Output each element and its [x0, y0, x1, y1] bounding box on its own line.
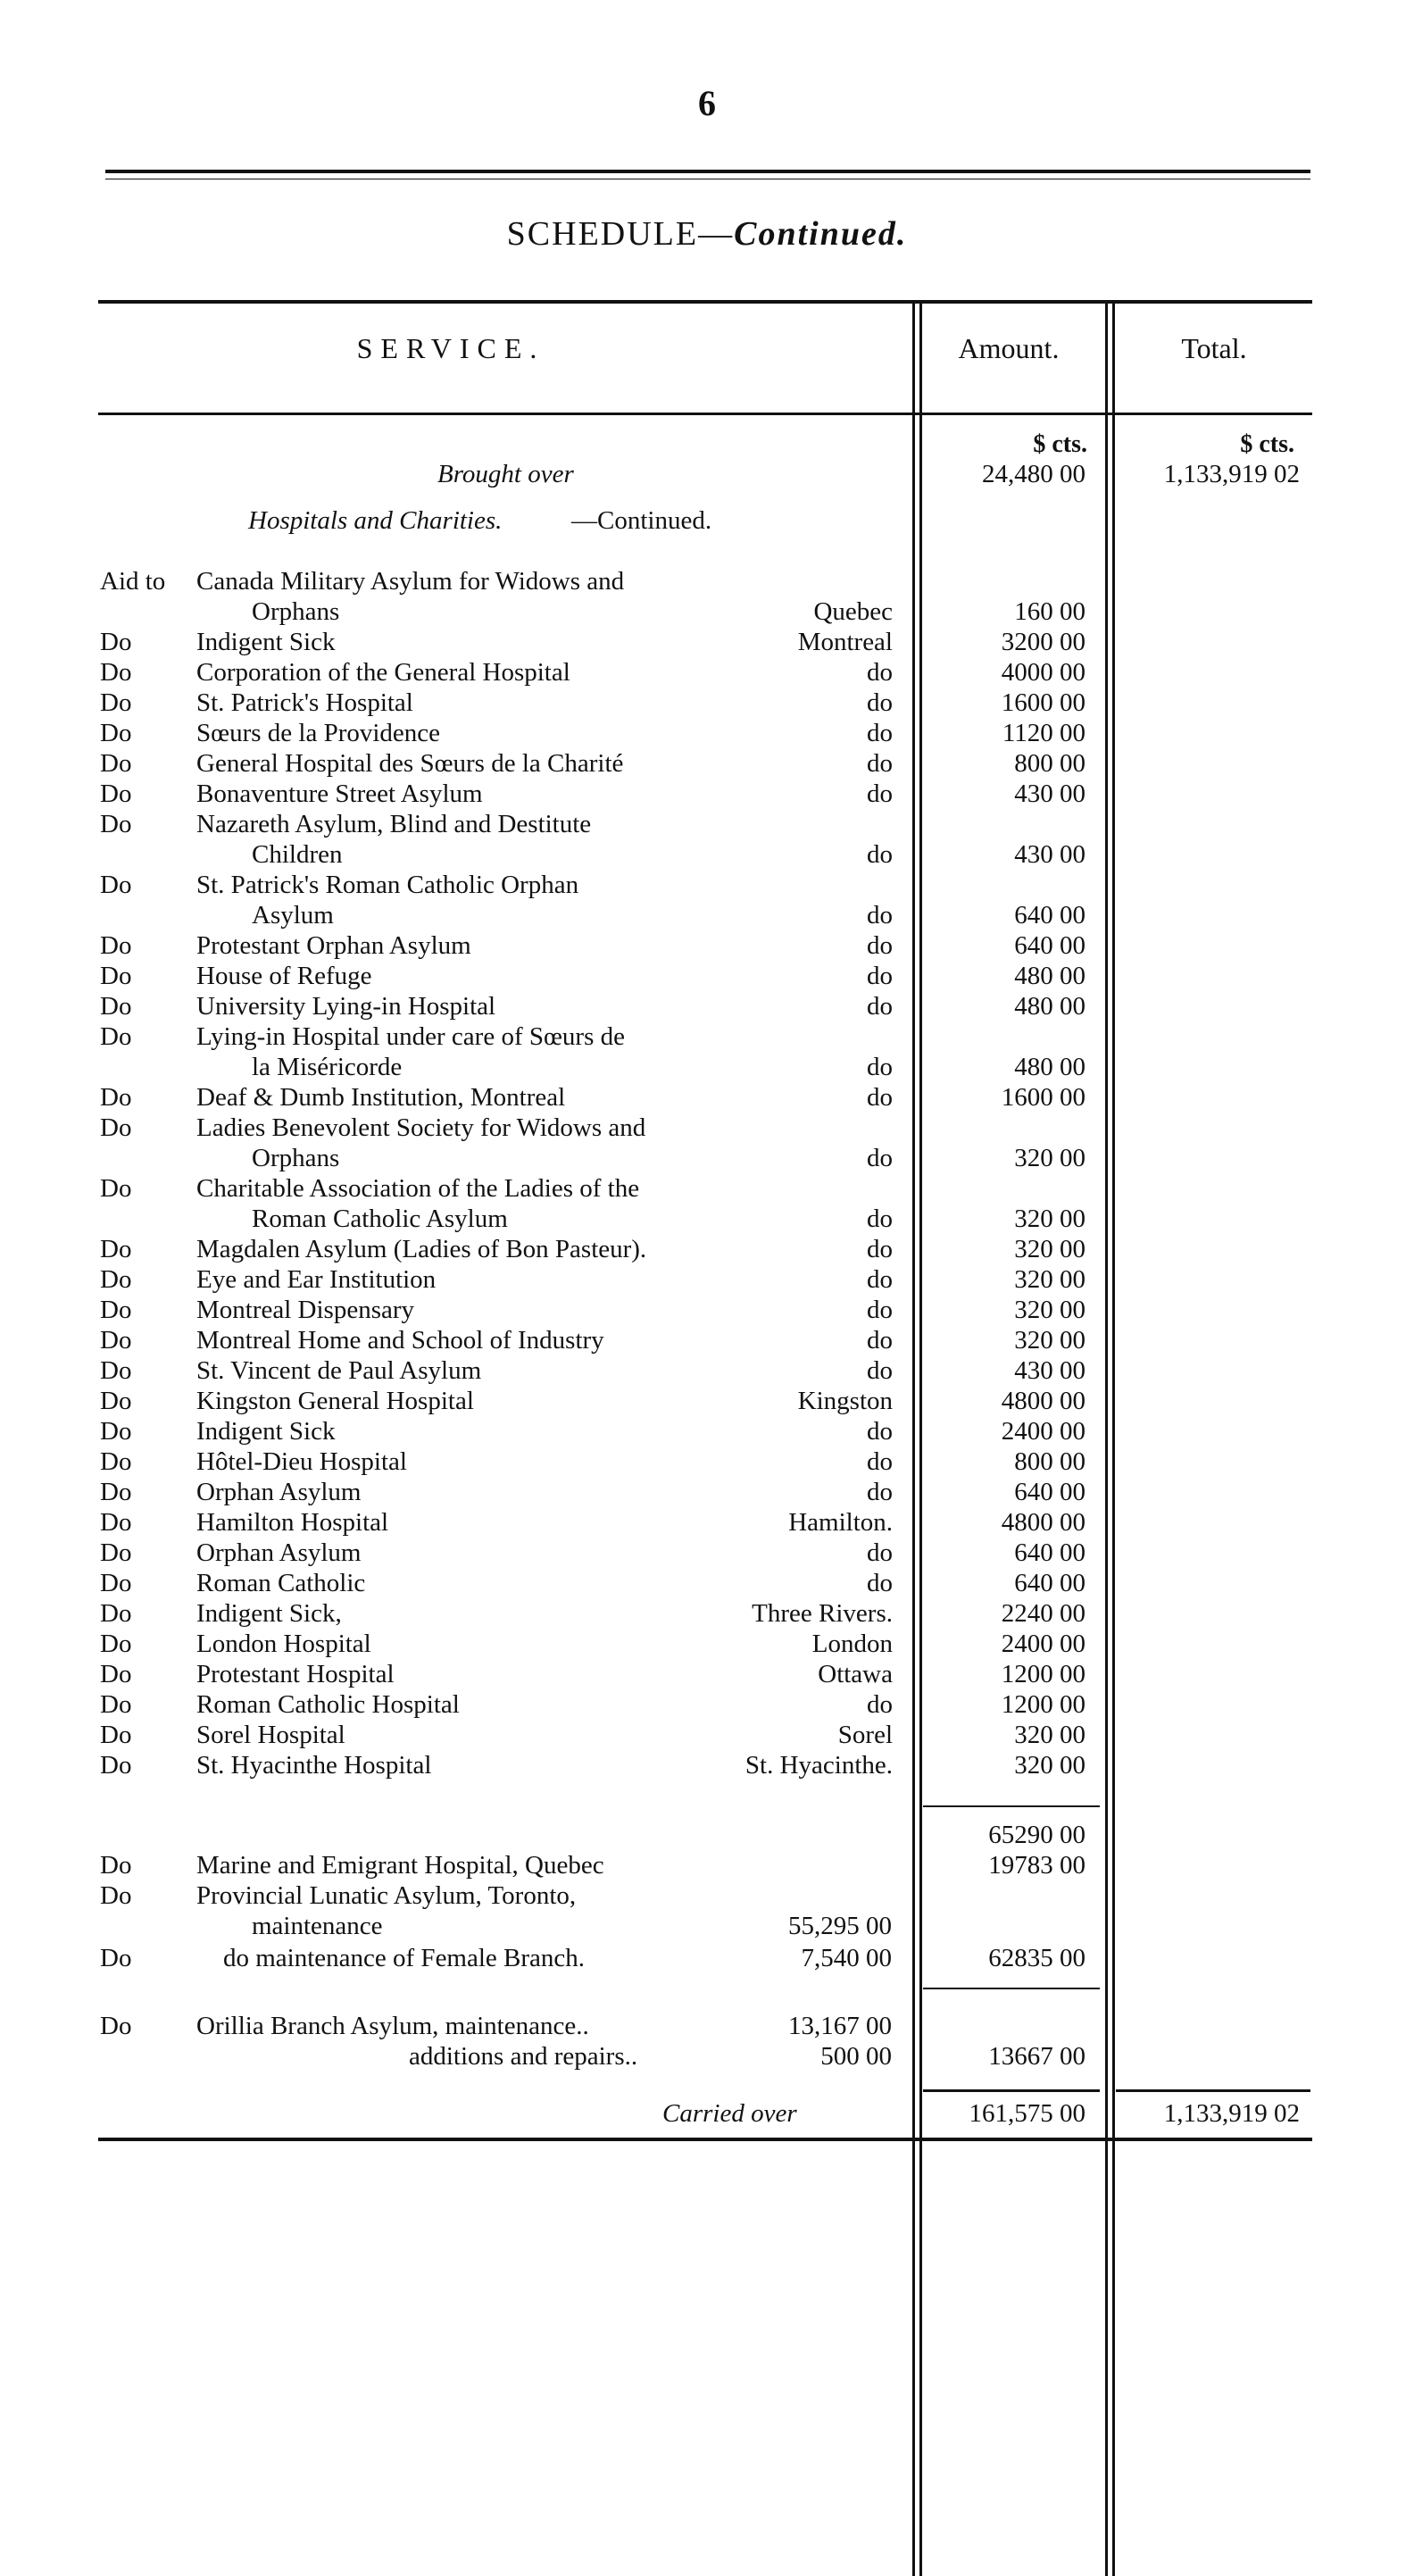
do-label: Do	[100, 779, 132, 808]
service-name: Orphan Asylum	[196, 1478, 362, 1506]
do-label: Do	[100, 1326, 132, 1355]
service-name: Corporation of the General Hospital	[196, 658, 570, 687]
page-title	[0, 214, 1414, 254]
amount: 800 00	[1014, 749, 1085, 778]
service-name: Protestant Hospital	[196, 1660, 395, 1688]
place: do	[867, 749, 893, 778]
do-label: Do	[100, 1569, 132, 1597]
do-label: Do	[100, 1478, 132, 1506]
do-label: Do	[100, 1508, 132, 1537]
marine-row	[0, 1850, 1414, 1880]
service-name: House of Refuge	[196, 962, 372, 990]
place: do	[867, 1053, 893, 1081]
do-label: Do	[100, 992, 132, 1021]
orillia-do: Do	[100, 2012, 132, 2040]
do-label: Do	[100, 1113, 132, 1142]
orillia-inner-1: 13,167 00	[788, 2012, 892, 2040]
section-heading-rest: —Continued.	[571, 506, 712, 535]
service-name: Hôtel-Dieu Hospital	[196, 1447, 407, 1476]
schedule-row	[0, 991, 1414, 1021]
schedule-row	[0, 1355, 1414, 1386]
do-label: Do	[100, 1599, 132, 1628]
amount: 480 00	[1014, 992, 1085, 1021]
service-name-continued: Orphans	[252, 597, 340, 626]
amount: 800 00	[1014, 1447, 1085, 1476]
do-label: Do	[100, 931, 132, 960]
schedule-row	[0, 779, 1414, 809]
place: Sorel	[837, 1721, 893, 1749]
place: do	[867, 962, 893, 990]
do-label: Aid to	[100, 567, 166, 596]
section-heading	[0, 505, 1414, 536]
place: do	[867, 688, 893, 717]
service-name: Montreal Home and School of Industry	[196, 1326, 604, 1355]
place: Three Rivers.	[752, 1599, 893, 1628]
amount: 1120 00	[1002, 719, 1085, 747]
schedule-row	[0, 1598, 1414, 1629]
amount: 430 00	[1014, 1356, 1085, 1385]
do-label: Do	[100, 1721, 132, 1749]
service-name: Ladies Benevolent Society for Widows and	[196, 1113, 646, 1142]
schedule-row-continued	[0, 1143, 1414, 1173]
orillia-additions: additions and repairs..	[409, 2042, 638, 2071]
amount: 320 00	[1014, 1751, 1085, 1780]
do-label: Do	[100, 1174, 132, 1203]
amount: 430 00	[1014, 779, 1085, 808]
do-label: Do	[100, 1296, 132, 1324]
schedule-row	[0, 1659, 1414, 1689]
schedule-row	[0, 1113, 1414, 1143]
lunatic-do: Do	[100, 1881, 132, 1910]
bottom-rule	[98, 2138, 1312, 2141]
schedule-row	[0, 1325, 1414, 1355]
service-name: Sœurs de la Providence	[196, 719, 441, 747]
amount: 2400 00	[1001, 1417, 1085, 1446]
orillia-row-1	[0, 2011, 1414, 2041]
place: do	[867, 901, 893, 930]
schedule-row	[0, 718, 1414, 748]
marine-amount: 19783 00	[988, 1851, 1085, 1880]
schedule-row	[0, 1477, 1414, 1507]
schedule-row	[0, 1416, 1414, 1446]
service-name: Protestant Orphan Asylum	[196, 931, 471, 960]
schedule-row	[0, 1234, 1414, 1264]
amount: 430 00	[1014, 840, 1085, 869]
amount: 1200 00	[1001, 1690, 1085, 1719]
place: do	[867, 1538, 893, 1567]
service-name: Canada Military Asylum for Widows and	[196, 567, 625, 596]
carried-over-amount: 161,575 00	[969, 2099, 1085, 2128]
orillia-inner-2: 500 00	[820, 2042, 892, 2071]
orillia-service: Orillia Branch Asylum, maintenance..	[196, 2012, 589, 2040]
service-name: Magdalen Asylum (Ladies of Bon Pasteur).	[196, 1235, 647, 1263]
orillia-amount: 13667 00	[988, 2042, 1085, 2071]
header-bottom-rule	[98, 413, 1312, 415]
service-name: Montreal Dispensary	[196, 1296, 415, 1324]
section-heading-italic: Hospitals and Charities.	[248, 506, 503, 535]
schedule-row	[0, 870, 1414, 900]
place: do	[867, 1478, 893, 1506]
schedule-row	[0, 657, 1414, 688]
do-label: Do	[100, 1387, 132, 1415]
service-name: Indigent Sick	[196, 1417, 336, 1446]
schedule-row	[0, 1021, 1414, 1052]
lunatic-inner-2: 7,540 00	[801, 1944, 892, 1972]
page-number: 6	[698, 83, 716, 123]
service-name: St. Patrick's Hospital	[196, 688, 413, 717]
place: do	[867, 1296, 893, 1324]
service-name-continued: la Miséricorde	[252, 1053, 403, 1081]
service-name: Indigent Sick	[196, 628, 336, 656]
place: St. Hyacinthe.	[744, 1751, 893, 1780]
lunatic-maintenance: maintenance	[252, 1912, 383, 1940]
amount: 640 00	[1014, 1569, 1085, 1597]
lunatic-female-branch: do maintenance of Female Branch.	[223, 1944, 586, 1972]
service-name: Orphan Asylum	[196, 1538, 362, 1567]
service-name: Lying-in Hospital under care of Sœurs de	[196, 1022, 626, 1051]
amount: 480 00	[1014, 1053, 1085, 1081]
amount: 320 00	[1014, 1144, 1085, 1172]
amount: 2400 00	[1001, 1630, 1085, 1658]
marine-service: Marine and Emigrant Hospital, Quebec	[196, 1851, 604, 1880]
amount: 160 00	[1014, 597, 1085, 626]
do-label: Do	[100, 628, 132, 656]
schedule-row	[0, 1689, 1414, 1720]
brought-over-total: 1,133,919 02	[1163, 460, 1300, 488]
brought-over-amount: 24,480 00	[982, 460, 1085, 488]
marine-do: Do	[100, 1851, 132, 1880]
schedule-row-continued	[0, 596, 1414, 627]
subtotal-row	[0, 1820, 1414, 1850]
schedule-row	[0, 1720, 1414, 1750]
brought-over-row	[0, 459, 1414, 489]
title-main: SCHEDULE—	[506, 215, 735, 253]
do-label: Do	[100, 1235, 132, 1263]
carried-over-row	[0, 2098, 1414, 2129]
amount: 1600 00	[1001, 1083, 1085, 1112]
service-name: Nazareth Asylum, Blind and Destitute	[196, 810, 592, 838]
place: do	[867, 779, 893, 808]
schedule-row	[0, 1629, 1414, 1659]
lunatic-rule	[923, 1988, 1100, 1989]
place: Quebec	[813, 597, 893, 626]
carried-over-rule-top-total	[1116, 2089, 1310, 2092]
do-label: Do	[100, 810, 132, 838]
amount: 320 00	[1014, 1326, 1085, 1355]
amount: 2240 00	[1001, 1599, 1085, 1628]
service-name: Roman Catholic Hospital	[196, 1690, 460, 1719]
place: do	[867, 1690, 893, 1719]
amount: 640 00	[1014, 1478, 1085, 1506]
service-name: St. Patrick's Roman Catholic Orphan	[196, 871, 579, 899]
lunatic-inner-1: 55,295 00	[788, 1912, 892, 1940]
place: do	[867, 1205, 893, 1233]
schedule-row-continued	[0, 1052, 1414, 1082]
do-label: Do	[100, 658, 132, 687]
brought-over-label: Brought over	[437, 460, 574, 488]
amount: 4000 00	[1001, 658, 1085, 687]
amount: 320 00	[1014, 1296, 1085, 1324]
place: do	[867, 1144, 893, 1172]
amount-units: $ cts.	[1033, 430, 1087, 458]
service-name: Deaf & Dumb Institution, Montreal	[196, 1083, 566, 1112]
place: do	[867, 1083, 893, 1112]
subtotal-rule	[923, 1805, 1100, 1807]
schedule-row	[0, 1446, 1414, 1477]
total-header: Total.	[1181, 332, 1247, 364]
amount: 640 00	[1014, 931, 1085, 960]
do-label: Do	[100, 962, 132, 990]
service-header: SERVICE.	[356, 332, 545, 364]
schedule-row	[0, 688, 1414, 718]
title-continued: Continued.	[734, 215, 908, 253]
place: do	[867, 1356, 893, 1385]
do-label: Do	[100, 871, 132, 899]
service-name: Roman Catholic	[196, 1569, 366, 1597]
do-label: Do	[100, 1690, 132, 1719]
top-rule	[105, 170, 1310, 173]
amount: 320 00	[1014, 1205, 1085, 1233]
subtotal-amount: 65290 00	[988, 1821, 1085, 1849]
service-name: London Hospital	[196, 1630, 371, 1658]
service-name: St. Hyacinthe Hospital	[196, 1751, 432, 1780]
place: do	[867, 719, 893, 747]
place: do	[867, 840, 893, 869]
lunatic-do-2: Do	[100, 1944, 132, 1972]
lunatic-row-1	[0, 1880, 1414, 1911]
place: Kingston	[797, 1387, 893, 1415]
amount-header: Amount.	[958, 332, 1060, 364]
carried-over-rule-top	[923, 2089, 1100, 2092]
lunatic-service: Provincial Lunatic Asylum, Toronto,	[196, 1881, 577, 1910]
amount: 320 00	[1014, 1721, 1085, 1749]
schedule-row	[0, 1507, 1414, 1538]
total-units: $ cts.	[1240, 430, 1294, 458]
place: do	[867, 658, 893, 687]
schedule-row	[0, 1386, 1414, 1416]
do-label: Do	[100, 1022, 132, 1051]
schedule-row	[0, 566, 1414, 596]
table-top-rule	[98, 300, 1312, 304]
service-name: Bonaventure Street Asylum	[196, 779, 483, 808]
service-name: St. Vincent de Paul Asylum	[196, 1356, 482, 1385]
place: do	[867, 1235, 893, 1263]
place: do	[867, 992, 893, 1021]
service-name-continued: Roman Catholic Asylum	[252, 1205, 508, 1233]
place: do	[867, 1447, 893, 1476]
schedule-row	[0, 1264, 1414, 1295]
schedule-row	[0, 1538, 1414, 1568]
carried-over-total: 1,133,919 02	[1163, 2099, 1300, 2128]
amount: 4800 00	[1001, 1387, 1085, 1415]
schedule-row-continued	[0, 839, 1414, 870]
schedule-row	[0, 809, 1414, 839]
orillia-row-2	[0, 2041, 1414, 2072]
place: do	[867, 1417, 893, 1446]
do-label: Do	[100, 1447, 132, 1476]
do-label: Do	[100, 1356, 132, 1385]
service-name-continued: Children	[252, 840, 343, 869]
place: do	[867, 1265, 893, 1294]
service-name-continued: Asylum	[252, 901, 334, 930]
lunatic-row-2	[0, 1911, 1414, 1941]
do-label: Do	[100, 1417, 132, 1446]
do-label: Do	[100, 749, 132, 778]
do-label: Do	[100, 1083, 132, 1112]
place: Hamilton.	[788, 1508, 893, 1537]
amount: 640 00	[1014, 901, 1085, 930]
do-label: Do	[100, 1630, 132, 1658]
service-name: Eye and Ear Institution	[196, 1265, 437, 1294]
do-label: Do	[100, 1751, 132, 1780]
schedule-row	[0, 1082, 1414, 1113]
amount: 4800 00	[1001, 1508, 1085, 1537]
place: do	[867, 931, 893, 960]
place: do	[867, 1326, 893, 1355]
carried-over-label: Carried over	[662, 2099, 797, 2128]
do-label: Do	[100, 1538, 132, 1567]
place: Montreal	[797, 628, 893, 656]
amount: 1200 00	[1001, 1660, 1085, 1688]
lunatic-row-3	[0, 1943, 1414, 1973]
service-name: Sorel Hospital	[196, 1721, 345, 1749]
service-name: Charitable Association of the Ladies of the	[196, 1174, 640, 1203]
place: Ottawa	[818, 1660, 893, 1688]
lunatic-amount: 62835 00	[988, 1944, 1085, 1972]
schedule-row	[0, 1568, 1414, 1598]
amount: 640 00	[1014, 1538, 1085, 1567]
amount: 480 00	[1014, 962, 1085, 990]
service-name: Kingston General Hospital	[196, 1387, 474, 1415]
schedule-row	[0, 1295, 1414, 1325]
service-name-continued: Orphans	[252, 1144, 340, 1172]
schedule-row	[0, 930, 1414, 961]
service-name: Hamilton Hospital	[196, 1508, 389, 1537]
place: do	[867, 1569, 893, 1597]
service-name: University Lying-in Hospital	[196, 992, 496, 1021]
do-label: Do	[100, 719, 132, 747]
schedule-row-continued	[0, 1204, 1414, 1234]
service-name: General Hospital des Sœurs de la Charité	[196, 749, 624, 778]
do-label: Do	[100, 688, 132, 717]
do-label: Do	[100, 1265, 132, 1294]
amount: 320 00	[1014, 1235, 1085, 1263]
schedule-row	[0, 961, 1414, 991]
place: London	[811, 1630, 893, 1658]
amount: 3200 00	[1001, 628, 1085, 656]
do-label: Do	[100, 1660, 132, 1688]
schedule-row	[0, 1173, 1414, 1204]
service-name: Indigent Sick,	[196, 1599, 342, 1628]
amount: 320 00	[1014, 1265, 1085, 1294]
schedule-row-continued	[0, 900, 1414, 930]
amount: 1600 00	[1001, 688, 1085, 717]
schedule-row	[0, 627, 1414, 657]
schedule-row	[0, 1750, 1414, 1780]
schedule-row	[0, 748, 1414, 779]
